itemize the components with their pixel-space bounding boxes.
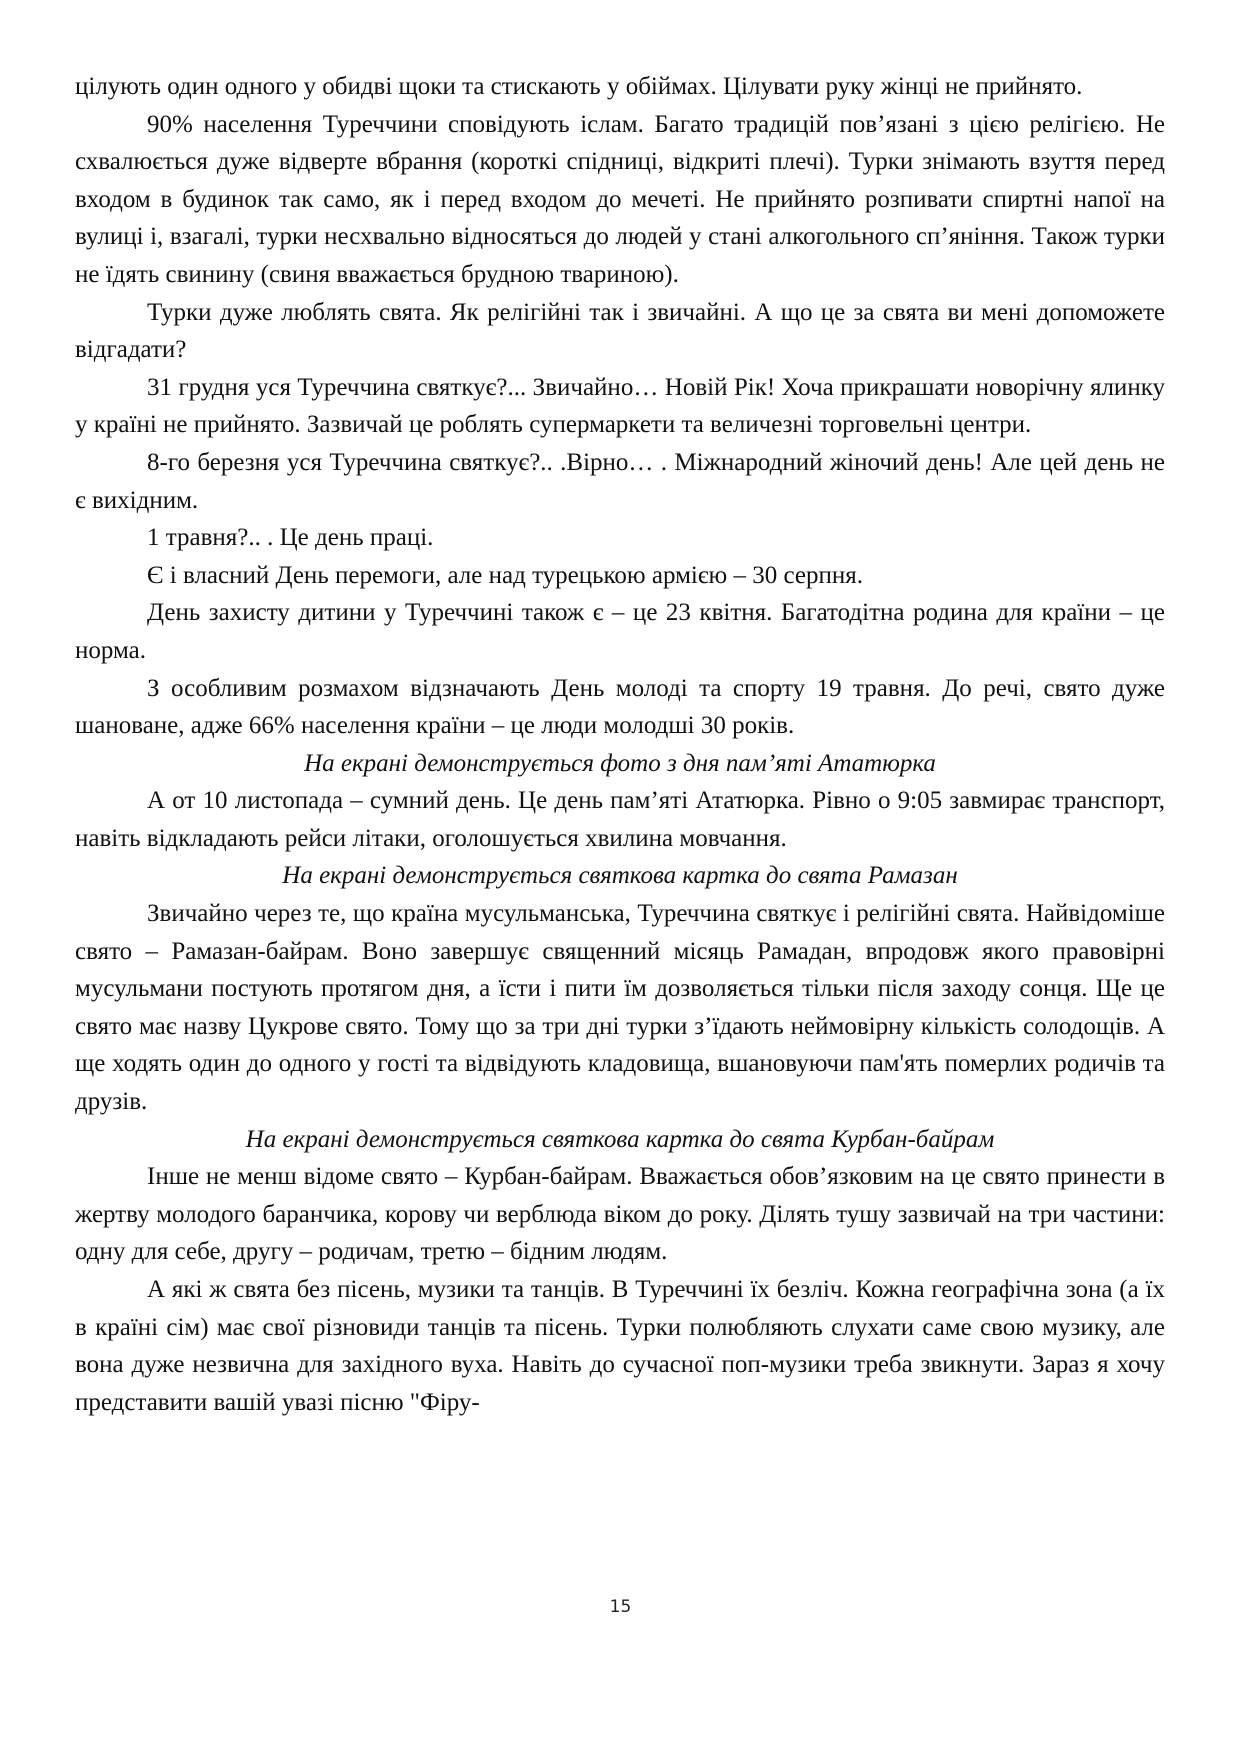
stage-direction-kurban-card: На екрані демонструється святкова картка до свята Курбан-байрам: [245, 1125, 995, 1153]
paragraph-religion: 90% населення Туреччини сповідують іслам. Багато традицій пов’язані з цією релігією. Не схвалюється дуже відверте вбрання (короткі спідниці, відкриті плечі). Турки знімають взуття перед входом в будинок так само, як і перед входом до мечеті. Не прийнято розпивати спиртні напої на вулиці і, взагалі, турки несхвально відносяться до людей у стані алкогольного сп’яніння. Також турки не їдять свинину (свиня вважається брудною твариною).: [75, 110, 1165, 288]
paragraph-continuation: цілують один одного у обидві щоки та стискають у обіймах. Цілувати руку жінці не прийнято.: [75, 73, 1083, 100]
stage-direction-ramazan-card: На екрані демонструється святкова картка до свята Рамазан: [282, 862, 958, 890]
paragraph-kurban-bayram: Інше не менш відоме свято – Курбан-байрам. Вважається обов’язковим на це свято принести в жертву молодого баранчика, корову чи верблюда віком до року. Ділять тушу зазвичай на три частини: одну для себе, другу – родичам, третю – бідним людям.: [75, 1163, 1165, 1266]
paragraph-music-dance: А які ж свята без пісень, музики та танців. В Туреччині їх безліч. Кожна географічна зона (а їх в країні сім) має свої різновиди танців та пісень. Турки полюбляють слухати саме свою музику, але вона дуже незвична для західного вуха. Навіть до сучасної поп-музики треба звикнути. Зараз я хочу представити вашій увазі пісню "Фіру-: [75, 1276, 1165, 1416]
paragraph-ramazan-bayram: Звичайно через те, що країна мусульманська, Туреччина святкує і релігійні свята. Найвідоміше свято – Рамазан-байрам. Воно завершує священний місяць Рамадан, впродовж якого правовірні мусульмани постують протягом дня, а їсти і пити їм дозволяється тільки після заходу сонця. Ще це свято має назву Цукрове свято. Тому що за три дні турки з’їдають неймовірну кількість солодощів. А ще ходять один до одного у гості та відвідують кладовища, вшановуючи пам'ять померлих родичів та друзів.: [75, 900, 1165, 1116]
page-content: [75, 68, 1165, 1421]
page-number: 15: [609, 1597, 632, 1617]
paragraph-children-day: День захисту дитини у Туреччині також є – це 23 квітня. Багатодітна родина для країни – це норма.: [75, 599, 1165, 664]
paragraph-holidays-intro: Турки дуже люблять свята. Як релігійні так і звичайні. А що це за свята ви мені допоможете відгадати?: [75, 298, 1165, 364]
stage-direction-ataturk-photo: На екрані демонструється фото з дня пам’яті Ататюрка: [304, 749, 936, 777]
paragraph-womens-day: 8-го березня уся Туреччина святкує?.. .Вірно… . Міжнародний жіночий день! Але цей день не є вихідним.: [75, 448, 1165, 514]
paragraph-youth-day: З особливим розмахом відзначають День молоді та спорту 19 травня. До речі, свято дуже шановане, адже 66% населення країни – це люди молодші 30 років.: [75, 674, 1165, 740]
paragraph-ataturk-memorial: А от 10 листопада – сумний день. Це день пам’яті Ататюрка. Рівно о 9:05 завмирає транспорт, навіть відкладають рейси літаки, оголошується хвилина мовчання.: [75, 787, 1165, 852]
paragraph-victory-day: Є і власний День перемоги, але над турецькою армією – 30 серпня.: [147, 561, 863, 589]
paragraph-labour-day: 1 травня?.. . Це день праці.: [147, 524, 434, 552]
paragraph-new-year: 31 грудня уся Туреччина святкує?... Звичайно… Новій Рік! Хоча прикрашати новорічну ялинку у країні не прийнято. Зазвичай це роблять супермаркети та величезні торговельні центри.: [75, 373, 1165, 439]
